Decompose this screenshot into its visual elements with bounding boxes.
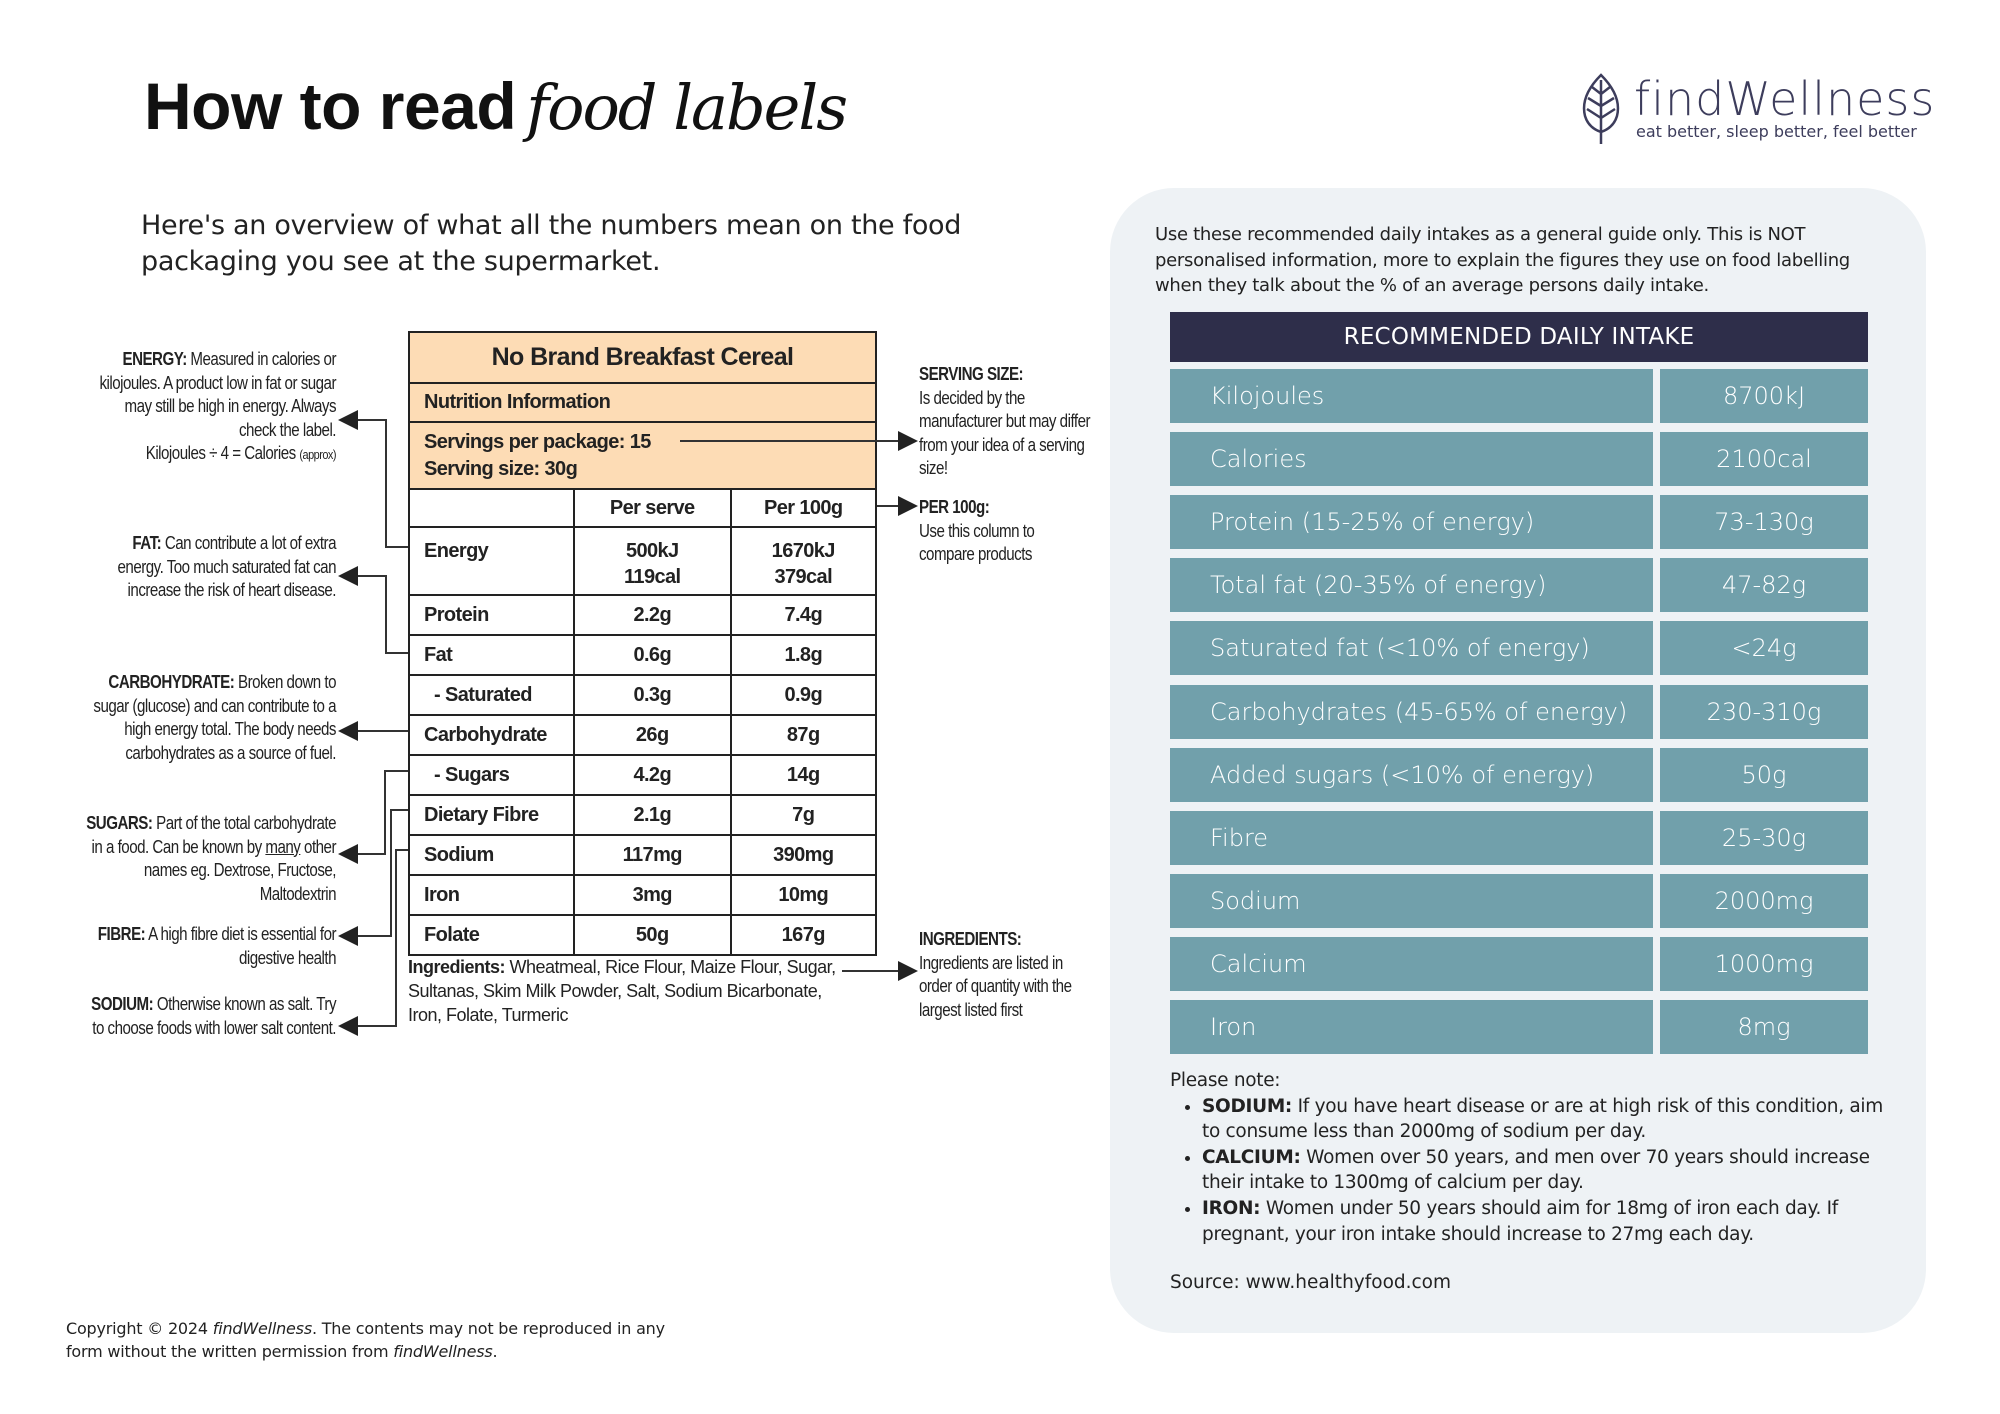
cell-per-serve: 2.1g xyxy=(574,795,731,835)
rdi-label: Iron xyxy=(1170,1000,1653,1054)
source: Source: www.healthyfood.com xyxy=(1170,1272,1452,1293)
title-script: food labels xyxy=(526,71,847,144)
cell-per-serve: 3mg xyxy=(574,875,731,915)
cell-per-serve: 4.2g xyxy=(574,755,731,795)
cell-per-100g: 390mg xyxy=(731,835,877,875)
annotation-heading: SERVING SIZE: xyxy=(919,364,1024,384)
value: 379cal xyxy=(774,566,833,588)
brand-name: findWellness xyxy=(393,1342,493,1361)
note-heading: CALCIUM: xyxy=(1202,1146,1301,1168)
cell-label: Sodium xyxy=(409,835,574,875)
rdi-row xyxy=(1170,432,1868,486)
rdi-row xyxy=(1170,685,1868,739)
cell-per-100g: 7g xyxy=(731,795,877,835)
cell-per-100g: 0.9g xyxy=(731,675,877,715)
rdi-value: 8mg xyxy=(1660,1000,1868,1054)
copyright-text: . The contents may not be reproduced in any form without the written permission from xyxy=(66,1319,665,1361)
serving-size: Serving size: 30g xyxy=(424,457,578,480)
rdi-value: 50g xyxy=(1660,748,1868,802)
cell-label: Iron xyxy=(409,875,574,915)
annotation-body: Ingredients are listed in order of quantity with the largest listed first xyxy=(919,952,1072,1020)
rdi-value: 230-310g xyxy=(1660,685,1868,739)
rdi-label: Fibre xyxy=(1170,811,1653,865)
value: 1670kJ xyxy=(771,540,835,562)
copyright xyxy=(66,1317,706,1363)
annotation-heading: PER 100g: xyxy=(919,497,990,517)
note-text: If you have heart disease or are at high risk of this condition, aim to consume less than 2000mg of sodium per day. xyxy=(1202,1095,1883,1143)
brand-name: findWellness xyxy=(212,1319,312,1338)
arrow-energy xyxy=(342,420,408,547)
note-heading: SODIUM: xyxy=(1202,1095,1293,1117)
rdi-label: Saturated fat (<10% of energy) xyxy=(1170,621,1653,675)
cell-label: Protein xyxy=(409,595,574,635)
note-item xyxy=(1202,1145,1890,1196)
rdi-label: Calcium xyxy=(1170,937,1653,991)
annotation-heading: FAT: xyxy=(132,533,162,553)
rdi-row xyxy=(1170,748,1868,802)
annotation-heading: CARBOHYDRATE: xyxy=(108,672,235,692)
rdi-row xyxy=(1170,811,1868,865)
ingredients-list: Wheatmeal, Rice Flour, Maize Flour, Sugar, Sultanas, Skim Milk Powder, Salt, Sodium Bicarbonate, Iron, Folate, Turmeric xyxy=(408,957,836,1025)
note-heading: IRON: xyxy=(1202,1197,1261,1219)
product-name: No Brand Breakfast Cereal xyxy=(409,332,876,383)
arrow-fibre xyxy=(342,810,408,936)
note-item xyxy=(1202,1196,1890,1247)
logo-tagline: eat better, sleep better, feel better xyxy=(1636,122,1917,141)
cell-per-100g: 10mg xyxy=(731,875,877,915)
annotation-body: Use this column to compare products xyxy=(919,520,1035,564)
notes-title: Please note: xyxy=(1170,1070,1281,1091)
rdi-row xyxy=(1170,495,1868,549)
nutrition-info-heading: Nutrition Information xyxy=(409,383,876,422)
rdi-label: Kilojoules xyxy=(1170,369,1653,423)
rdi-row xyxy=(1170,369,1868,423)
rdi-table-title: RECOMMENDED DAILY INTAKE xyxy=(1170,312,1868,362)
cell-per-100g: 167g xyxy=(731,915,877,955)
cell-label: Dietary Fibre xyxy=(409,795,574,835)
cell-per-100g: 14g xyxy=(731,755,877,795)
rdi-row xyxy=(1170,1000,1868,1054)
annotation-underlined: many xyxy=(265,836,301,857)
rdi-value: 25-30g xyxy=(1660,811,1868,865)
rdi-value: 2000mg xyxy=(1660,874,1868,928)
annotation-body: other names eg. Dextrose, Fructose, Maltodextrin xyxy=(143,836,336,904)
arrow-sugars xyxy=(342,771,408,854)
annotation-formula: Kilojoules ÷ 4 = Calories xyxy=(145,443,296,463)
value: 119cal xyxy=(624,566,681,588)
rdi-value: 2100cal xyxy=(1660,432,1868,486)
cell-per-serve: 0.3g xyxy=(574,675,731,715)
copyright-end: . xyxy=(492,1342,498,1361)
cell-per-100g: 87g xyxy=(731,715,877,755)
intro-text: Here's an overview of what all the numbers mean on the food packaging you see at the supermarket. xyxy=(141,210,962,277)
annotation-approx: (approx) xyxy=(299,447,336,462)
col-per-100g: Per 100g xyxy=(731,489,877,527)
rdi-row xyxy=(1170,558,1868,612)
cell-label: Fat xyxy=(409,635,574,675)
cell-label: - Saturated xyxy=(409,675,574,715)
rdi-label: Sodium xyxy=(1170,874,1653,928)
logo-name: findWellness xyxy=(1634,72,1936,126)
cell-label: - Sugars xyxy=(409,755,574,795)
notes xyxy=(1170,1068,1890,1247)
cell-per-serve: 50g xyxy=(574,915,731,955)
cell-per-100g: 7.4g xyxy=(731,595,877,635)
rdi-value: 73-130g xyxy=(1660,495,1868,549)
cell-per-serve: 117mg xyxy=(574,835,731,875)
annotation-body: A high fibre diet is essential for digestive health xyxy=(148,924,336,968)
cell-per-serve: 0.6g xyxy=(574,635,731,675)
annotation-body: Is decided by the manufacturer but may differ from your idea of a serving size! xyxy=(919,387,1091,478)
value: 500kJ xyxy=(625,540,679,562)
ingredients-label: Ingredients: xyxy=(408,957,506,977)
annotation-heading: INGREDIENTS: xyxy=(919,929,1022,949)
note-text: Women under 50 years should aim for 18mg of iron each day. If pregnant, your iron intake should increase to 27mg each day. xyxy=(1202,1197,1838,1245)
rdi-label: Protein (15-25% of energy) xyxy=(1170,495,1653,549)
cell-per-100g: 1.8g xyxy=(731,635,877,675)
servings-per-package: Servings per package: 15 xyxy=(424,430,651,453)
cell-per-serve: 2.2g xyxy=(574,595,731,635)
cell-per-serve: 26g xyxy=(574,715,731,755)
annotation-body: Otherwise known as salt. Try to choose foods with lower salt content. xyxy=(92,994,336,1038)
annotation-body: Part of the total carbohydrate in a food. Can be known by xyxy=(91,813,336,857)
rdi-label: Calories xyxy=(1170,432,1653,486)
rdi-label: Added sugars (<10% of energy) xyxy=(1170,748,1653,802)
rdi-value: <24g xyxy=(1660,621,1868,675)
note-item xyxy=(1202,1094,1890,1145)
title-bold: How to read xyxy=(144,69,517,143)
annotation-heading: FIBRE: xyxy=(97,924,146,944)
rdi-row xyxy=(1170,621,1868,675)
note-text: Women over 50 years, and men over 70 years should increase their intake to 1300mg of calcium per day. xyxy=(1202,1146,1870,1194)
rdi-value: 8700kJ xyxy=(1660,369,1868,423)
rdi-row xyxy=(1170,937,1868,991)
arrow-sodium xyxy=(342,850,408,1026)
annotation-heading: ENERGY: xyxy=(122,349,187,369)
rdi-label: Carbohydrates (45-65% of energy) xyxy=(1170,685,1653,739)
row-label: Energy xyxy=(409,527,574,595)
annotation-body: Can contribute a lot of extra energy. Too much saturated fat can increase the risk of heart disease. xyxy=(117,533,336,600)
rdi-value: 47-82g xyxy=(1660,558,1868,612)
annotation-heading: SODIUM: xyxy=(91,994,154,1014)
copyright-text: Copyright © 2024 xyxy=(66,1319,208,1338)
col-per-serve: Per serve xyxy=(574,489,731,527)
annotation-heading: SUGARS: xyxy=(86,813,153,833)
arrow-fat xyxy=(342,576,408,653)
annotation-body: Broken down to sugar (glucose) and can contribute to a high energy total. The body needs carbohydrates as a source of fuel. xyxy=(93,672,336,763)
panel-intro: Use these recommended daily intakes as a general guide only. This is NOT personalised information, more to explain the figures they use on food labelling when they talk about the % of an average persons daily intake. xyxy=(1155,224,1850,296)
annotation-body: Measured in calories or kilojoules. A product low in fat or sugar may still be high in energy. Always check the label. xyxy=(99,349,337,440)
rdi-row xyxy=(1170,874,1868,928)
rdi-value: 1000mg xyxy=(1660,937,1868,991)
cell-label: Folate xyxy=(409,915,574,955)
rdi-label: Total fat (20-35% of energy) xyxy=(1170,558,1653,612)
cell-label: Carbohydrate xyxy=(409,715,574,755)
